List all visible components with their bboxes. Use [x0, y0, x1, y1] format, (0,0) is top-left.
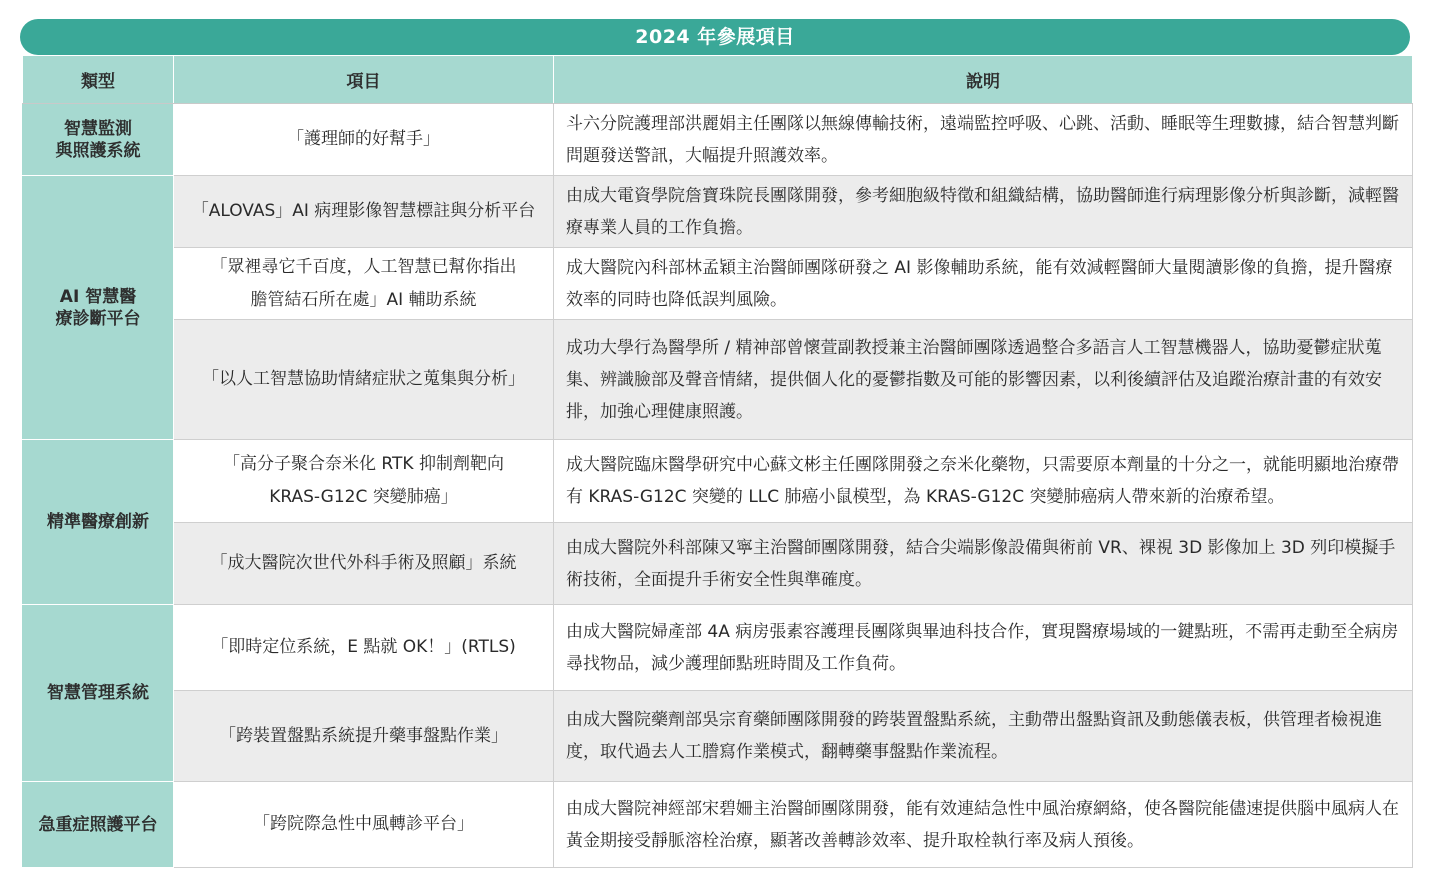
project-label: KRAS-G12C 突變肺癌」 — [269, 487, 458, 507]
description-cell: 成功大學行為醫學所 / 精神部曾懷萱副教授兼主治醫師團隊透過整合多語言人工智慧機器人，協助憂鬱症狀蒐集、辨識臉部及聲音情緒，提供個人化的憂鬱指數及可能的影響因素，以利後續評估及追蹤治療計畫的有效安排，加強心理健康照護。 — [554, 320, 1413, 440]
table-row — [23, 691, 1413, 782]
description-cell: 由成大醫院藥劑部吳宗育藥師團隊開發的跨裝置盤點系統，主動帶出盤點資訊及動態儀表板，供管理者檢視進度，取代過去人工謄寫作業模式，翻轉藥事盤點作業流程。 — [554, 691, 1413, 782]
project-cell — [174, 104, 554, 176]
project-label: 「即時定位系統，E 點就 OK！」(RTLS) — [211, 637, 516, 657]
category-label: 智慧監測 — [64, 118, 132, 139]
table-row — [23, 176, 1413, 248]
project-cell — [174, 691, 554, 782]
table-row — [23, 104, 1413, 176]
header-row — [23, 56, 1413, 104]
description-cell: 由成大電資學院詹寶珠院長團隊開發，參考細胞級特徵和組織結構，協助醫師進行病理影像分析與診斷，減輕醫療專業人員的工作負擔。 — [554, 176, 1413, 248]
project-cell — [174, 605, 554, 691]
table-title-banner: 2024 年參展項目 — [20, 19, 1410, 55]
header-project: 項目 — [174, 56, 554, 104]
exhibition-table — [22, 55, 1413, 868]
project-label: 膽管結石所在處」AI 輔助系統 — [250, 289, 477, 310]
project-cell — [174, 782, 554, 868]
category-cell — [23, 605, 174, 782]
category-label: 智慧管理系統 — [47, 683, 149, 703]
category-cell — [23, 104, 174, 176]
header-category: 類型 — [23, 56, 174, 104]
project-label: 「跨院際急性中風轉診平台」 — [253, 814, 474, 834]
table-row — [23, 782, 1413, 868]
description-cell: 成大醫院臨床醫學研究中心蘇文彬主任團隊開發之奈米化藥物，只需要原本劑量的十分之一，就能明顯地治療帶有 KRAS-G12C 突變的 LLC 肺癌小鼠模型，為 KRAS-G12C 突變肺癌病人帶來新的治療希望。 — [554, 440, 1413, 523]
project-label: 「護理師的好幫手」 — [287, 129, 440, 149]
project-label: 「ALOVAS」AI 病理影像智慧標註與分析平台 — [191, 201, 536, 221]
category-label: 與照護系統 — [55, 140, 141, 161]
project-cell — [174, 248, 554, 320]
project-label: 「以人工智慧協助情緒症狀之蒐集與分析」 — [202, 369, 525, 389]
project-cell — [174, 176, 554, 248]
description-cell: 由成大醫院外科部陳又寧主治醫師團隊開發，結合尖端影像設備與術前 VR、裸視 3D 影像加上 3D 列印模擬手術技術，全面提升手術安全性與準確度。 — [554, 523, 1413, 605]
project-label: 「眾裡尋它千百度，人工智慧已幫你指出 — [210, 256, 517, 277]
description-cell: 成大醫院內科部林孟穎主治醫師團隊研發之 AI 影像輔助系統，能有效減輕醫師大量閱讀影像的負擔，提升醫療效率的同時也降低誤判風險。 — [554, 248, 1413, 320]
project-cell — [174, 320, 554, 440]
project-label: 「跨裝置盤點系統提升藥事盤點作業」 — [219, 725, 508, 746]
table-row — [23, 320, 1413, 440]
table-row — [23, 605, 1413, 691]
table-row — [23, 248, 1413, 320]
project-label: 「高分子聚合奈米化 RTK 抑制劑靶向 — [223, 454, 504, 474]
category-cell — [23, 176, 174, 440]
category-cell — [23, 782, 174, 868]
project-label: 「成大醫院次世代外科手術及照顧」系統 — [210, 553, 517, 573]
table-row — [23, 523, 1413, 605]
description-cell: 由成大醫院神經部宋碧姍主治醫師團隊開發，能有效連結急性中風治療網絡，使各醫院能儘速提供腦中風病人在黃金期接受靜脈溶栓治療，顯著改善轉診效率、提升取栓執行率及病人預後。 — [554, 782, 1413, 868]
project-cell — [174, 523, 554, 605]
description-cell: 由成大醫院婦產部 4A 病房張素容護理長團隊與畢迪科技合作，實現醫療場域的一鍵點班，不需再走動至全病房尋找物品，減少護理師點班時間及工作負荷。 — [554, 605, 1413, 691]
category-label: 精準醫療創新 — [47, 512, 149, 532]
category-cell — [23, 440, 174, 605]
description-cell: 斗六分院護理部洪麗娟主任團隊以無線傳輸技術，遠端監控呼吸、心跳、活動、睡眠等生理數據，結合智慧判斷問題發送警訊，大幅提升照護效率。 — [554, 104, 1413, 176]
category-label: AI 智慧醫 — [59, 286, 137, 307]
category-label: 療診斷平台 — [55, 308, 141, 329]
table-row — [23, 440, 1413, 523]
project-cell — [174, 440, 554, 523]
category-label: 急重症照護平台 — [38, 814, 158, 835]
header-description: 說明 — [554, 56, 1413, 104]
